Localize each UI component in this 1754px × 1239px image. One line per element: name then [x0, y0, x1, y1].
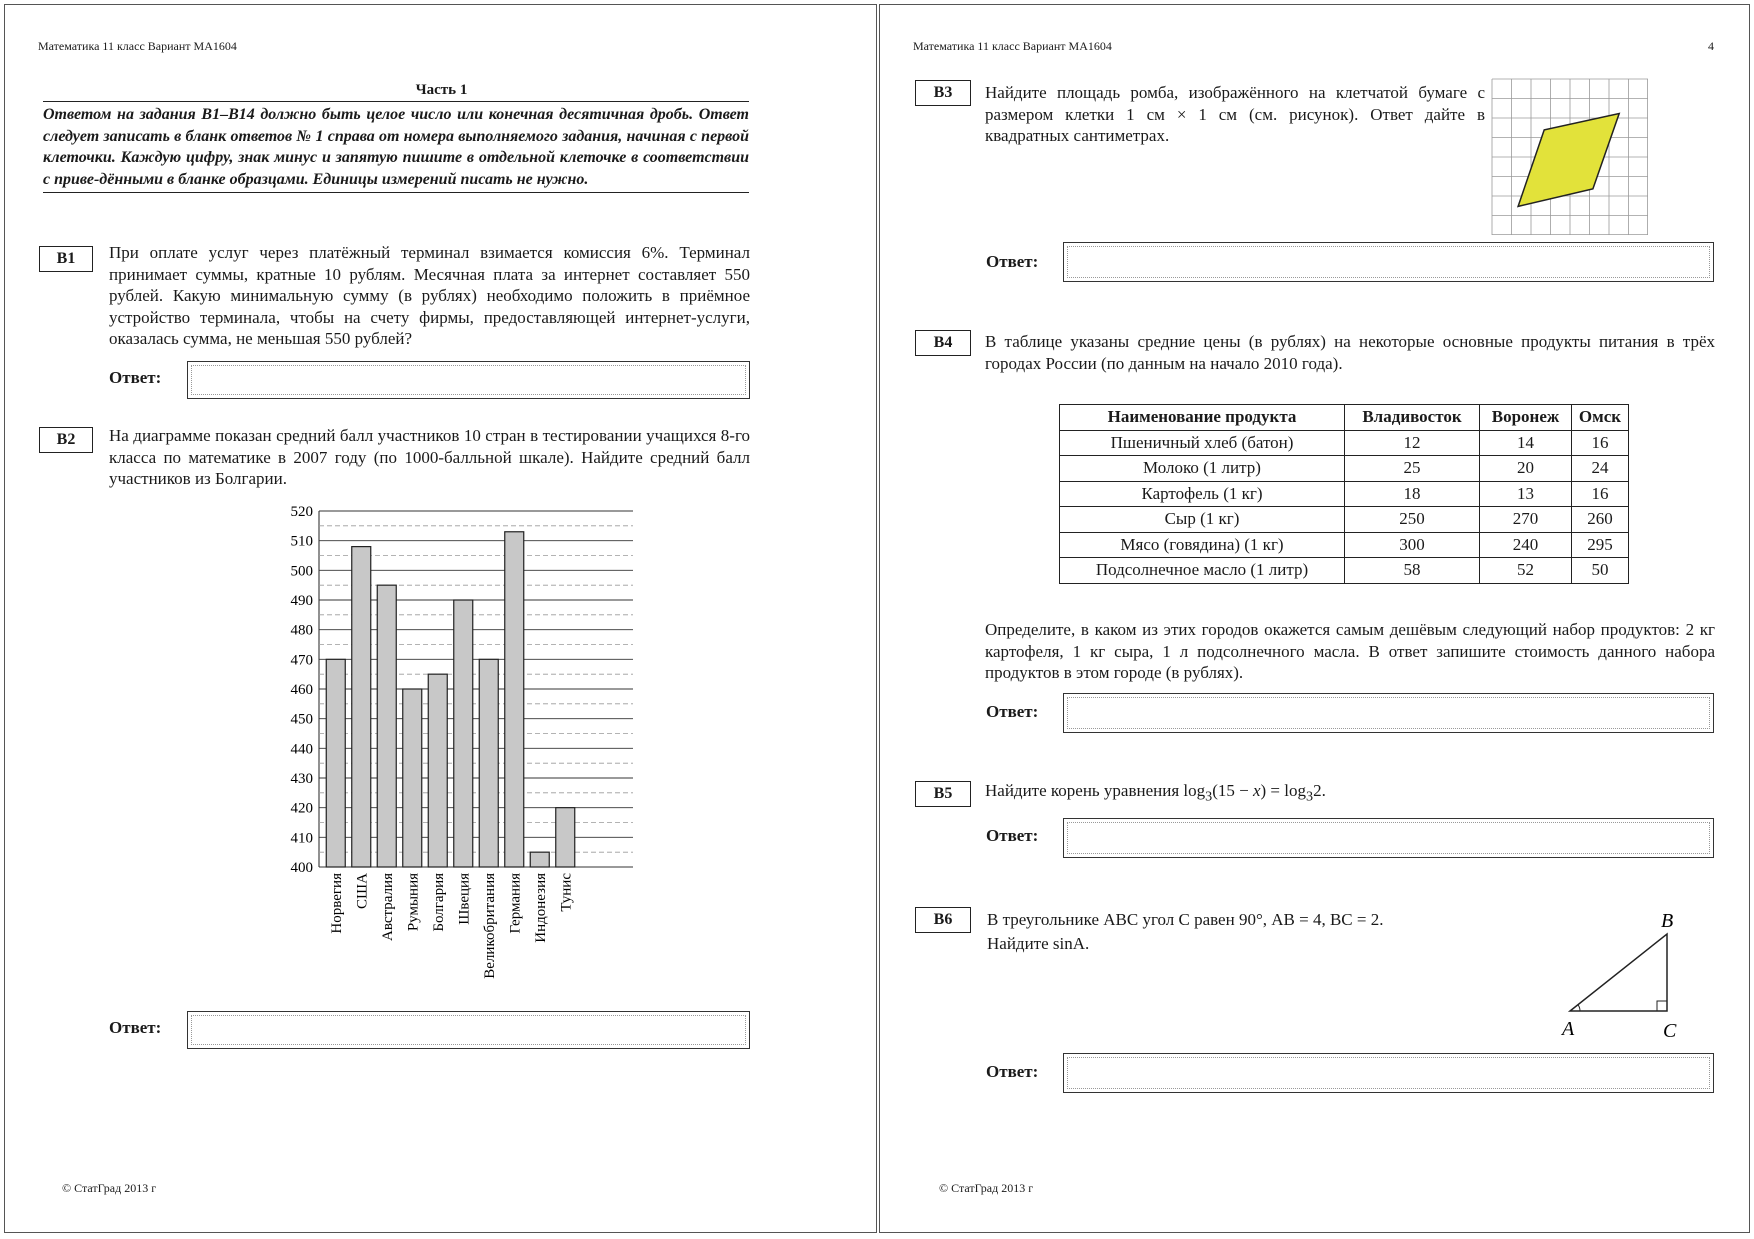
table-cell: 20 — [1480, 456, 1572, 482]
task-label-b5: B5 — [915, 781, 971, 807]
table-row — [1060, 456, 1629, 482]
right-page — [879, 4, 1750, 1233]
left-page — [4, 4, 877, 1233]
table-cell: 250 — [1345, 507, 1480, 533]
table-cell: 25 — [1345, 456, 1480, 482]
table-cell: 270 — [1480, 507, 1572, 533]
y-tick-label: 520 — [290, 504, 313, 520]
equation-text: (15 − — [1212, 781, 1253, 800]
log-base: 3 — [1306, 788, 1314, 805]
page-number: 4 — [1708, 39, 1714, 53]
table-cell: Мясо (говядина) (1 кг) — [1060, 532, 1345, 558]
page-footer: © СтатГрад 2013 г — [62, 1181, 157, 1195]
table-cell: 295 — [1572, 532, 1629, 558]
table-row — [1060, 507, 1629, 533]
x-category-label: Индонезия — [532, 873, 549, 943]
answer-label-b2: Ответ: — [109, 1018, 162, 1037]
page-header: Математика 11 класс Вариант МА1604 — [913, 39, 1112, 53]
bar-8 — [505, 532, 524, 867]
table-cell: Картофель (1 кг) — [1060, 481, 1345, 507]
equation-text: ) = log — [1260, 781, 1306, 800]
table-cell: 240 — [1480, 532, 1572, 558]
table-cell: 58 — [1345, 558, 1480, 584]
table-cell: Молоко (1 литр) — [1060, 456, 1345, 482]
table-row — [1060, 481, 1629, 507]
y-tick-label: 490 — [290, 593, 313, 609]
task-text-b4: В таблице указаны средние цены (в рублях) на некоторые основные продукты питания в трёх городах России (по данным на начало 2010 года). — [985, 332, 1715, 373]
x-category-label: Болгария — [430, 873, 447, 932]
page-footer: © СтатГрад 2013 г — [939, 1181, 1034, 1195]
y-tick-label: 440 — [290, 741, 313, 758]
answer-label-b4: Ответ: — [986, 702, 1039, 721]
task-text-b2: На диаграмме показан средний балл участников 10 стран в тестировании учащихся 8-го класса по математике в 2007 году (по 1000-балльной шкале). Найдите средний балл участников из Болгарии. — [109, 426, 750, 488]
x-category-label: США — [354, 873, 371, 909]
answer-label-b6: Ответ: — [986, 1062, 1039, 1081]
table-cell: 52 — [1480, 558, 1572, 584]
part-title: Часть 1 — [415, 82, 468, 98]
bar-4 — [403, 689, 422, 867]
table-header-row — [1060, 405, 1629, 431]
right-angle-mark — [1657, 1001, 1667, 1011]
table-cell: 12 — [1345, 430, 1480, 456]
task-text-b6-line1: В треугольнике ABC угол C равен 90°, AB = 4, BC = 2. — [987, 910, 1384, 929]
task-text-b3: Найдите площадь ромба, изображённого на клетчатой бумаге с размером клетки 1 см × 1 см (см. рисунок). Ответ дайте в квадратных сантиметрах. — [985, 83, 1485, 145]
bar-1 — [326, 659, 345, 867]
column-header: Владивосток — [1345, 405, 1480, 431]
bar-3 — [377, 585, 396, 867]
y-tick-label: 420 — [290, 800, 313, 817]
x-category-label: Австралия — [379, 873, 396, 941]
vertex-label-a: A — [1562, 1018, 1575, 1040]
task-label-b4: B4 — [915, 330, 971, 356]
x-category-label: Румыния — [405, 873, 422, 932]
x-category-label: Великобритания — [481, 873, 498, 979]
table-cell: 50 — [1572, 558, 1629, 584]
task-text-b1: При оплате услуг через платёжный терминал взимается комиссия 6%. Терминал принимает суммы, кратные 10 рублям. Месячная плата за интернет составляет 550 рублей. Какую минимальную сумму (в рублях) необходимо положить в приёмное устройство терминала, чтобы на счету фирмы, предоставляющей интернет-услуги, оказалась сумма, не меньшая 550 рублей? — [109, 243, 750, 348]
task-label-b3: B3 — [915, 80, 971, 106]
answer-input-b6[interactable] — [1063, 1053, 1714, 1093]
table-row — [1060, 532, 1629, 558]
table-cell: 260 — [1572, 507, 1629, 533]
y-tick-label: 510 — [290, 533, 313, 550]
y-tick-label: 470 — [290, 652, 313, 669]
task-label-b6: B6 — [915, 907, 971, 933]
rhombus-grid-figure — [1492, 79, 1648, 235]
table-cell: Сыр (1 кг) — [1060, 507, 1345, 533]
x-category-label: Германия — [507, 873, 524, 934]
bar-6 — [454, 600, 473, 867]
column-header: Омск — [1572, 405, 1629, 431]
answer-input-b4[interactable] — [1063, 693, 1714, 733]
bar-5 — [428, 674, 447, 867]
table-cell: 24 — [1572, 456, 1629, 482]
table-cell: 18 — [1345, 481, 1480, 507]
x-category-label: Норвегия — [328, 873, 345, 934]
table-cell: 14 — [1480, 430, 1572, 456]
bar-chart — [290, 493, 635, 1008]
table-row — [1060, 430, 1629, 456]
column-header: Воронеж — [1480, 405, 1572, 431]
answer-input-b3[interactable] — [1063, 242, 1714, 282]
table-cell: 300 — [1345, 532, 1480, 558]
bar-2 — [352, 547, 371, 867]
equation-text: Найдите корень уравнения log — [985, 781, 1206, 800]
y-tick-label: 430 — [290, 771, 313, 787]
y-tick-label: 410 — [290, 830, 313, 847]
equation-text: 2. — [1313, 781, 1326, 800]
instruction-block: Ответом на задания B1–B14 должно быть целое число или конечная десятичная дробь. Ответ следует записать в бланк ответов № 1 справа от номера выполняемого задания, начиная с первой клеточки. Каждую цифру, знак минус и запятую пишите в отдельной клеточке в соответствии с приве-дёнными в бланке образцами. Единицы измерений писать не нужно. — [43, 101, 749, 193]
answer-input-b1[interactable] — [187, 361, 750, 399]
angle-arc-a — [1578, 1005, 1580, 1011]
x-category-label: Швеция — [456, 873, 473, 925]
triangle-abc — [1570, 934, 1667, 1011]
answer-input-b5[interactable] — [1063, 818, 1714, 858]
y-tick-label: 480 — [290, 622, 313, 639]
table-cell: 16 — [1572, 430, 1629, 456]
task-text-b5 — [985, 780, 1715, 808]
y-tick-label: 450 — [290, 711, 313, 728]
answer-label-b5: Ответ: — [986, 826, 1039, 845]
table-cell: Пшеничный хлеб (батон) — [1060, 430, 1345, 456]
table-row — [1060, 558, 1629, 584]
bar-10 — [556, 808, 575, 867]
y-tick-label: 460 — [290, 682, 313, 698]
answer-label-b1: Ответ: — [109, 368, 162, 387]
task-label-b1: B1 — [39, 246, 93, 272]
triangle-figure — [1553, 905, 1677, 1043]
log-base: 3 — [1205, 788, 1213, 805]
price-table — [1059, 404, 1629, 584]
page-header: Математика 11 класс Вариант МА1604 — [38, 39, 237, 53]
vertex-label-b: B — [1661, 910, 1674, 932]
answer-label-b3: Ответ: — [986, 252, 1039, 271]
answer-input-b2[interactable] — [187, 1011, 750, 1049]
task-label-b2: B2 — [39, 427, 93, 453]
table-cell: Подсолнечное масло (1 литр) — [1060, 558, 1345, 584]
task-text-b6-line2: Найдите sinA. — [987, 934, 1090, 953]
x-category-label: Тунис — [558, 873, 575, 912]
column-header: Наименование продукта — [1060, 405, 1345, 431]
table-cell: 13 — [1480, 481, 1572, 507]
equation-variable: x — [1252, 781, 1261, 800]
vertex-label-c: C — [1663, 1020, 1677, 1042]
rhombus-shape — [1518, 114, 1619, 207]
y-tick-label: 500 — [290, 563, 313, 580]
bar-9 — [530, 852, 549, 867]
y-tick-label: 400 — [290, 860, 313, 876]
task-question-b4: Определите, в каком из этих городов окажется самым дешёвым следующий набор продуктов: 2 кг картофеля, 1 кг сыра, 1 л подсолнечного масла. В ответ запишите стоимость данного набора продуктов в этом городе (в рублях). — [985, 620, 1715, 682]
bar-7 — [479, 659, 498, 867]
table-cell: 16 — [1572, 481, 1629, 507]
